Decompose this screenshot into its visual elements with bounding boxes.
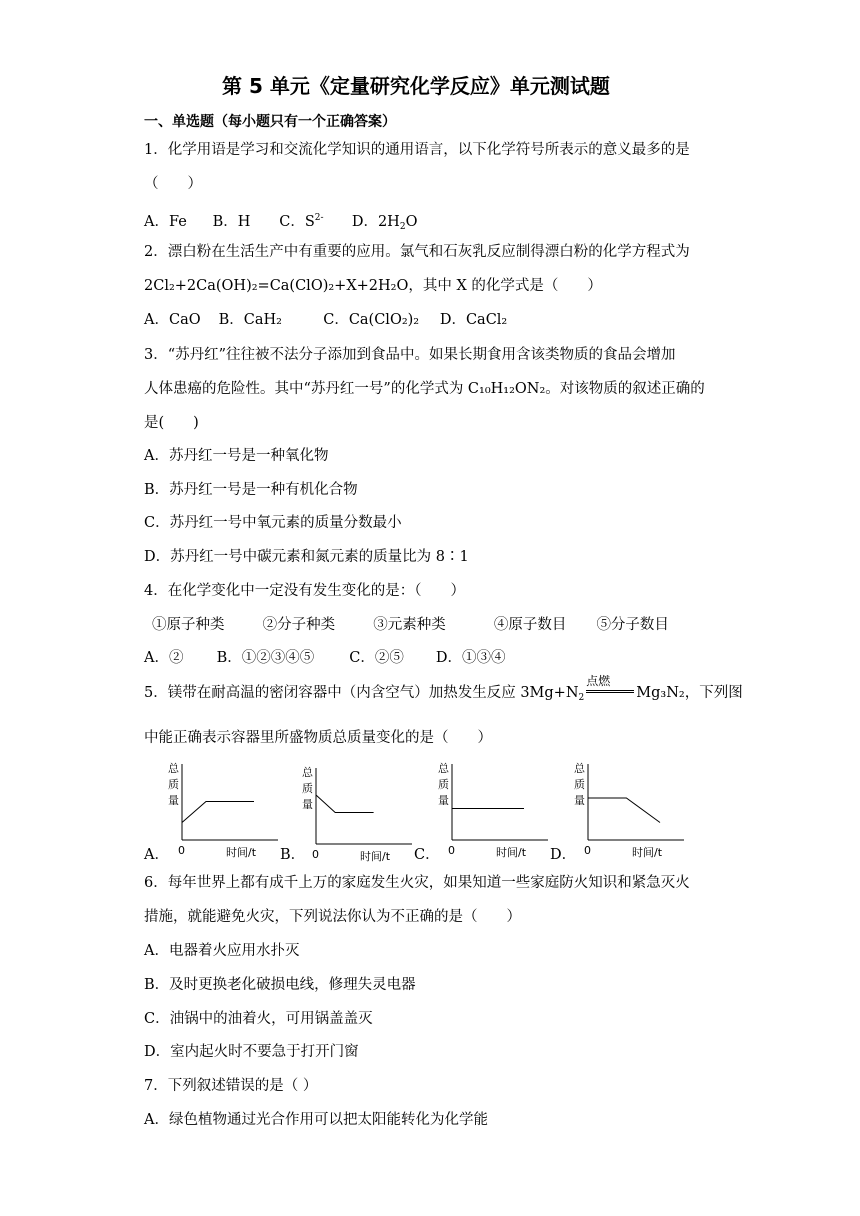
origin-label: 0 [448, 844, 455, 857]
q2-option-c[interactable]: C．Ca(ClO₂)₂ [323, 312, 420, 328]
q6-stem-line2: 措施，就能避免火灾，下列说法你认为不正确的是（ ） [144, 909, 521, 925]
q6-option-a[interactable]: A．电器着火应用水扑灭 [144, 943, 300, 959]
q4-option-d[interactable]: D．①③④ [435, 650, 506, 666]
q4-item: ③元素种类 [373, 617, 446, 633]
graph-d[interactable] [572, 758, 692, 868]
mass-curve [316, 795, 374, 813]
q3-option-b[interactable]: B．苏丹红一号是一种有机化合物 [144, 482, 358, 498]
y-axis-label: 质 [168, 778, 179, 791]
x-axis-label: 时间/t [496, 846, 527, 859]
q1-stem-line1: 1．化学用语是学习和交流化学知识的通用语言，以下化学符号所表示的意义最多的是 [144, 142, 690, 158]
q2-option-d[interactable]: D．CaCl₂ [439, 312, 508, 328]
x-axis-label: 时间/t [226, 846, 257, 859]
y-axis-label: 质 [574, 778, 585, 791]
q2-option-a[interactable]: A．CaO [144, 312, 201, 328]
x-axis-label: 时间/t [632, 846, 663, 859]
q7-stem: 7．下列叙述错误的是（ ） [144, 1078, 318, 1094]
q4-option-a[interactable]: A．② [144, 650, 184, 666]
q5-stem-line2: 中能正确表示容器里所盛物质总质量变化的是（ ） [144, 730, 492, 746]
q3-stem-line1: 3．“苏丹红”往往被不法分子添加到食品中。如果长期食用含该类物质的食品会增加 [144, 347, 676, 363]
y-axis-label: 总 [574, 762, 585, 775]
q4-option-b[interactable]: B．①②③④⑤ [216, 650, 315, 666]
q4-items [152, 615, 669, 635]
q6-stem-line1: 6．每年世界上都有成千上万的家庭发生火灾，如果知道一些家庭防火知识和紧急灭火 [144, 875, 690, 891]
graph-svg [300, 762, 420, 872]
q1-option-d[interactable]: D．$2H_2O$ [351, 214, 418, 232]
q1-option-a[interactable]: A．Fe [144, 214, 187, 230]
y-axis-label: 总 [302, 766, 313, 779]
graph-b[interactable] [300, 762, 420, 872]
y-axis-label: 量 [438, 794, 449, 807]
reaction-arrow: 点燃 [584, 683, 636, 703]
origin-label: 0 [312, 848, 319, 861]
y-axis-label: 量 [302, 798, 313, 811]
graph-svg [166, 758, 286, 868]
q2-stem-line1: 2．漂白粉在生活生产中有重要的应用。氯气和石灰乳反应制得漂白粉的化学方程式为 [144, 244, 690, 260]
q1-option-b[interactable]: B．H [212, 214, 251, 230]
x-axis-label: 时间/t [360, 850, 391, 863]
q5-stem-line1: 5．镁带在耐高温的密闭容器中（内含空气）加热发生反应 $3Mg+N_2$ 点燃 Mg₃N₂，下列图 [144, 674, 743, 703]
q2-options [144, 310, 507, 330]
y-axis-label: 量 [168, 794, 179, 807]
graph-svg [436, 758, 556, 868]
q1-stem-line2: （ ） [144, 176, 202, 192]
q3-option-d[interactable]: D．苏丹红一号中碳元素和氮元素的质量比为 8∶1 [144, 549, 469, 565]
y-axis-label: 量 [574, 794, 585, 807]
q4-stem: 4．在化学变化中一定没有发生变化的是：（ ） [144, 583, 465, 599]
q2-stem-line2: 2Cl₂+2Ca(OH)₂=Ca(ClO)₂+X+2H₂O，其中 X 的化学式是（ ） [144, 278, 602, 294]
y-axis-label: 总 [438, 762, 449, 775]
q4-option-c[interactable]: C．②⑤ [349, 650, 404, 666]
graph-a[interactable] [166, 758, 286, 868]
q5-option-c[interactable]: C． [414, 847, 440, 863]
q4-item: ④原子数目 [493, 617, 567, 633]
q3-option-a[interactable]: A．苏丹红一号是一种氧化物 [144, 448, 329, 464]
q3-stem-line3: 是( ) [144, 415, 199, 431]
y-axis-label: 总 [168, 762, 179, 775]
mass-curve [588, 798, 660, 823]
q5-option-d[interactable]: D． [550, 847, 577, 863]
q3-stem-line2: 人体患癌的危险性。其中“苏丹红一号”的化学式为 C₁₀H₁₂ON₂。对该物质的叙述正确的 [144, 381, 705, 397]
section-heading: 一、单选题（每小题只有一个正确答案） [144, 114, 396, 130]
q2-option-b[interactable]: B．CaH₂ [218, 312, 282, 328]
q4-item: ①原子种类 [152, 617, 225, 633]
q1-option-c[interactable]: C．$S^{2-}$ [279, 213, 324, 230]
origin-label: 0 [584, 844, 591, 857]
graph-c[interactable] [436, 758, 556, 868]
q4-item: ⑤分子数目 [596, 617, 669, 633]
y-axis-label: 质 [438, 778, 449, 791]
q5-option-b[interactable]: B． [280, 847, 306, 863]
y-axis-label: 质 [302, 782, 313, 795]
q6-option-b[interactable]: B．及时更换老化破损电线，修理失灵电器 [144, 977, 416, 993]
q3-option-c[interactable]: C．苏丹红一号中氧元素的质量分数最小 [144, 515, 402, 531]
q6-option-c[interactable]: C．油锅中的油着火，可用锅盖盖灭 [144, 1011, 373, 1027]
q4-item: ②分子种类 [262, 617, 336, 633]
q1-options [144, 208, 417, 237]
q7-option-a[interactable]: A．绿色植物通过光合作用可以把太阳能转化为化学能 [144, 1112, 488, 1128]
q6-option-d[interactable]: D．室内起火时不要急于打开门窗 [144, 1044, 359, 1060]
q5-option-a[interactable]: A． [144, 847, 169, 863]
q4-options [144, 648, 505, 668]
mass-curve [182, 802, 254, 823]
graph-svg [572, 758, 692, 868]
page-title: 第 5 单元《定量研究化学反应》单元测试题 [222, 74, 610, 98]
origin-label: 0 [178, 844, 185, 857]
